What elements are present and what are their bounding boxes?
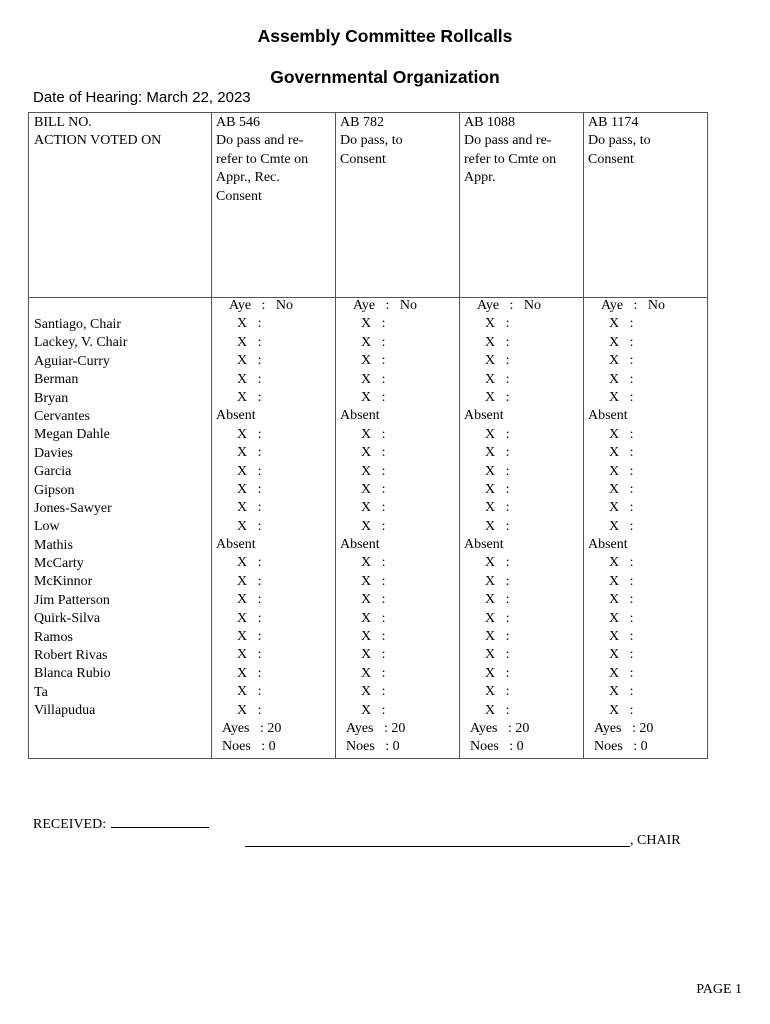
vote-aye: X : <box>485 629 510 645</box>
bill-header <box>588 114 651 169</box>
member-name: Lackey, V. Chair <box>34 335 128 351</box>
vote-aye: X : <box>485 500 510 516</box>
member-name: Quirk-Silva <box>34 611 101 627</box>
vote-aye: X : <box>361 702 386 718</box>
column-divider <box>583 113 584 758</box>
column-divider <box>459 113 460 758</box>
vote-aye: X : <box>485 426 510 442</box>
vote-aye: X : <box>237 316 262 332</box>
vote-aye: X : <box>485 647 510 663</box>
vote-aye: X : <box>237 702 262 718</box>
vote-absent: Absent <box>588 408 628 424</box>
vote-aye: X : <box>485 555 510 571</box>
received-label: RECEIVED: <box>33 817 107 832</box>
aye-no-header: Aye : No <box>229 298 294 313</box>
vote-aye: X : <box>361 500 386 516</box>
vote-aye: X : <box>237 629 262 645</box>
vote-aye: X : <box>361 389 386 405</box>
vote-aye: X : <box>361 684 386 700</box>
noes-total: Noes : 0 <box>346 739 400 755</box>
committee-name: Governmental Organization <box>270 67 500 87</box>
vote-aye: X : <box>485 353 510 369</box>
vote-aye: X : <box>361 463 386 479</box>
member-name: McKinnor <box>34 574 93 590</box>
vote-aye: X : <box>609 500 634 516</box>
member-name: Jim Patterson <box>34 592 110 608</box>
member-name: Blanca Rubio <box>34 666 111 682</box>
vote-aye: X : <box>361 592 386 608</box>
bill-number: AB 1174 <box>588 115 639 130</box>
aye-no-header: Aye : No <box>477 298 542 313</box>
bill-number: AB 546 <box>216 115 260 130</box>
vote-aye: X : <box>485 463 510 479</box>
bill-action-line: refer to Cmte on <box>464 151 557 167</box>
vote-aye: X : <box>485 573 510 589</box>
ayes-total: Ayes : 20 <box>346 720 406 736</box>
ayes-total: Ayes : 20 <box>470 720 530 736</box>
action-label: ACTION VOTED ON <box>34 133 162 149</box>
vote-aye: X : <box>237 610 262 626</box>
vote-aye: X : <box>485 518 510 534</box>
vote-aye: X : <box>361 555 386 571</box>
bill-no-label: BILL NO. <box>34 115 92 130</box>
bill-number: AB 1088 <box>464 115 515 130</box>
member-name: Jones-Sawyer <box>34 500 112 516</box>
column-divider <box>335 113 336 758</box>
vote-column <box>464 297 541 757</box>
member-name: Garcia <box>34 464 72 480</box>
vote-aye: X : <box>361 610 386 626</box>
bill-action-line: Do pass, to <box>340 133 403 149</box>
vote-aye: X : <box>485 481 510 497</box>
vote-aye: X : <box>609 610 634 626</box>
column-divider <box>211 113 212 758</box>
member-name: McCarty <box>34 556 84 572</box>
bill-action-line: Appr. <box>464 170 496 186</box>
vote-aye: X : <box>237 592 262 608</box>
bill-action-line: Consent <box>340 151 386 167</box>
bill-action-line: refer to Cmte on <box>216 151 309 167</box>
vote-absent: Absent <box>464 537 504 553</box>
vote-absent: Absent <box>588 537 628 553</box>
vote-absent: Absent <box>216 408 256 424</box>
vote-aye: X : <box>609 426 634 442</box>
noes-total: Noes : 0 <box>222 739 276 755</box>
vote-aye: X : <box>609 518 634 534</box>
noes-total: Noes : 0 <box>470 739 524 755</box>
vote-aye: X : <box>237 463 262 479</box>
vote-column <box>588 297 665 757</box>
member-name: Low <box>34 519 60 535</box>
received-field <box>33 815 209 833</box>
chair-signature-line <box>245 846 630 847</box>
vote-absent: Absent <box>340 537 380 553</box>
member-name: Aguiar-Curry <box>34 353 110 369</box>
vote-aye: X : <box>237 500 262 516</box>
vote-aye: X : <box>609 573 634 589</box>
vote-aye: X : <box>361 629 386 645</box>
vote-aye: X : <box>361 445 386 461</box>
vote-aye: X : <box>361 316 386 332</box>
ayes-total: Ayes : 20 <box>222 720 282 736</box>
vote-aye: X : <box>485 610 510 626</box>
chair-label: , CHAIR <box>630 833 681 848</box>
vote-aye: X : <box>237 665 262 681</box>
vote-aye: X : <box>609 389 634 405</box>
member-name: Bryan <box>34 390 69 406</box>
page-number: PAGE 1 <box>696 982 742 997</box>
vote-aye: X : <box>609 445 634 461</box>
vote-aye: X : <box>237 445 262 461</box>
vote-column <box>340 297 417 757</box>
member-name: Mathis <box>34 537 73 553</box>
vote-aye: X : <box>609 481 634 497</box>
vote-absent: Absent <box>464 408 504 424</box>
document-title: Assembly Committee Rollcalls <box>257 26 513 46</box>
vote-aye: X : <box>361 518 386 534</box>
vote-aye: X : <box>361 647 386 663</box>
member-name: Robert Rivas <box>34 648 108 664</box>
member-name: Berman <box>34 372 79 388</box>
bill-action-line: Do pass, to <box>588 133 651 149</box>
vote-aye: X : <box>237 481 262 497</box>
ayes-total: Ayes : 20 <box>594 720 654 736</box>
vote-aye: X : <box>361 573 386 589</box>
vote-aye: X : <box>361 371 386 387</box>
noes-total: Noes : 0 <box>594 739 648 755</box>
vote-aye: X : <box>237 371 262 387</box>
received-signature-line <box>111 815 209 828</box>
vote-aye: X : <box>237 518 262 534</box>
vote-aye: X : <box>237 426 262 442</box>
member-name: Santiago, Chair <box>34 317 122 332</box>
bill-action-line: Do pass and re- <box>216 133 304 149</box>
vote-aye: X : <box>361 481 386 497</box>
aye-no-header: Aye : No <box>353 298 418 313</box>
bill-action-line: Consent <box>216 188 262 204</box>
vote-aye: X : <box>609 353 634 369</box>
vote-aye: X : <box>609 629 634 645</box>
bill-action-line: Consent <box>588 151 634 167</box>
vote-aye: X : <box>361 426 386 442</box>
vote-absent: Absent <box>216 537 256 553</box>
member-name: Megan Dahle <box>34 427 110 443</box>
vote-aye: X : <box>237 684 262 700</box>
vote-aye: X : <box>237 573 262 589</box>
vote-aye: X : <box>485 371 510 387</box>
bill-header <box>464 114 556 188</box>
vote-aye: X : <box>485 316 510 332</box>
hearing-date: Date of Hearing: March 22, 2023 <box>33 89 251 106</box>
vote-column <box>216 297 293 757</box>
vote-aye: X : <box>609 665 634 681</box>
member-name: Cervantes <box>34 408 90 424</box>
member-name: Villapudua <box>34 703 96 719</box>
vote-aye: X : <box>609 334 634 350</box>
vote-aye: X : <box>609 647 634 663</box>
vote-absent: Absent <box>340 408 380 424</box>
vote-aye: X : <box>237 334 262 350</box>
bill-header <box>216 114 308 206</box>
vote-aye: X : <box>609 592 634 608</box>
vote-aye: X : <box>237 555 262 571</box>
vote-aye: X : <box>485 592 510 608</box>
vote-aye: X : <box>609 684 634 700</box>
vote-aye: X : <box>485 334 510 350</box>
vote-aye: X : <box>485 389 510 405</box>
vote-aye: X : <box>485 445 510 461</box>
vote-aye: X : <box>361 334 386 350</box>
rollcall-table <box>28 112 708 759</box>
member-name: Gipson <box>34 482 75 498</box>
bill-number: AB 782 <box>340 115 384 130</box>
bill-header <box>340 114 403 169</box>
vote-aye: X : <box>609 702 634 718</box>
vote-aye: X : <box>237 647 262 663</box>
aye-no-header: Aye : No <box>601 298 666 313</box>
vote-aye: X : <box>361 665 386 681</box>
bill-action-line: Do pass and re- <box>464 133 552 149</box>
member-name: Davies <box>34 445 73 461</box>
vote-aye: X : <box>485 665 510 681</box>
member-name: Ramos <box>34 629 73 645</box>
member-name: Ta <box>34 684 48 700</box>
vote-aye: X : <box>237 389 262 405</box>
vote-aye: X : <box>609 463 634 479</box>
vote-aye: X : <box>609 555 634 571</box>
vote-aye: X : <box>237 353 262 369</box>
bill-action-line: Appr., Rec. <box>216 170 280 186</box>
vote-aye: X : <box>361 353 386 369</box>
vote-aye: X : <box>609 371 634 387</box>
vote-aye: X : <box>485 684 510 700</box>
member-list <box>34 316 127 721</box>
vote-aye: X : <box>485 702 510 718</box>
vote-aye: X : <box>609 316 634 332</box>
header-labels <box>34 114 161 151</box>
